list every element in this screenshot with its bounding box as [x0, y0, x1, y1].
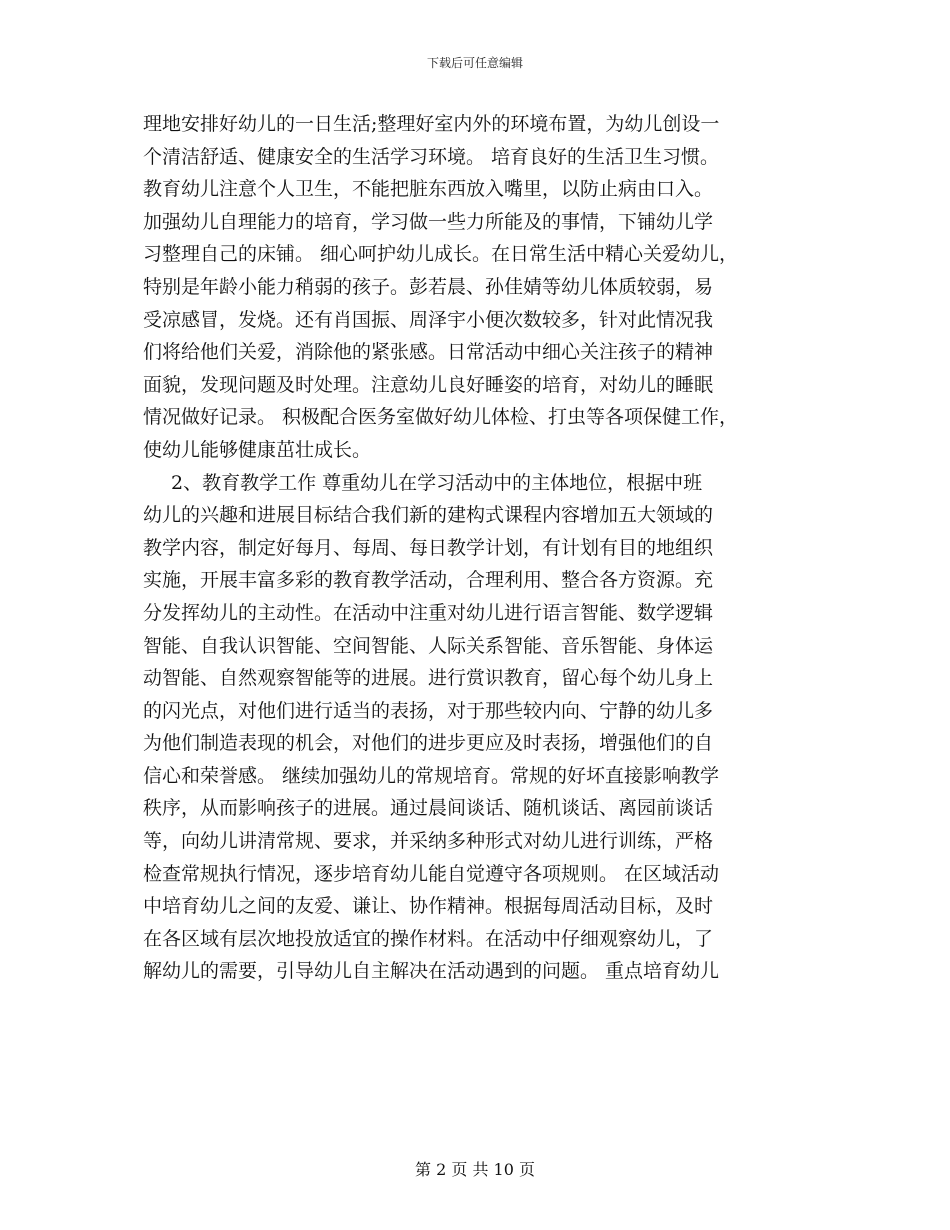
text-line: 动智能、自然观察智能等的进展。进行赏识教育，留心每个幼儿身上	[143, 667, 714, 690]
text-line: 们将给他们关爱，消除他的紧张感。日常活动中细心关注孩子的精神	[143, 341, 714, 364]
text-line: 解幼儿的需要，引导幼儿自主解决在活动遇到的问题。 重点培育幼儿	[143, 960, 720, 983]
text-line: 使幼儿能够健康茁壮成长。	[143, 438, 372, 461]
text-line: 加强幼儿自理能力的培育，学习做一些力所能及的事情，下铺幼儿学	[143, 210, 714, 233]
text-line: 实施，开展丰富多彩的教育教学活动，合理利用、整合各方资源。充	[143, 569, 714, 592]
text-line: 教学内容，制定好每月、每周、每日教学计划，有计划有目的地组织	[143, 536, 714, 559]
text-line: 教育幼儿注意个人卫生，不能把脏东西放入嘴里，以防止病由口入。	[143, 178, 714, 201]
text-line: 分发挥幼儿的主动性。在活动中注重对幼儿进行语言智能、数学逻辑	[143, 601, 714, 624]
text-line: 检查常规执行情况，逐步培育幼儿能自觉遵守各项规则。 在区域活动	[143, 862, 720, 885]
text-line: 特别是年龄小能力稍弱的孩子。彭若晨、孙佳婧等幼儿体质较弱，易	[143, 275, 714, 298]
text-line: 为他们制造表现的机会，对他们的进步更应及时表扬，增强他们的自	[143, 732, 714, 755]
document-body	[143, 108, 818, 988]
page-number-footer: 第 2 页 共 10 页	[415, 1160, 535, 1179]
header-note: 下载后可任意编辑	[426, 56, 523, 70]
text-line: 中培育幼儿之间的友爱、谦让、协作精神。根据每周活动目标，及时	[143, 895, 714, 918]
text-line: 个清洁舒适、健康安全的生活学习环境。 培育良好的生活卫生习惯。	[143, 145, 720, 168]
text-line: 情况做好记录。 积极配合医务室做好幼儿体检、打虫等各项保健工作，	[143, 406, 739, 429]
text-line: 幼儿的兴趣和进展目标结合我们新的建构式课程内容增加五大领域的	[143, 504, 714, 527]
text-line: 受凉感冒，发烧。还有肖国振、周泽宇小便次数较多，针对此情况我	[143, 308, 714, 331]
text-line: 智能、自我认识智能、空间智能、人际关系智能、音乐智能、身体运	[143, 634, 714, 657]
text-line: 面貌，发现问题及时处理。注意幼儿良好睡姿的培育，对幼儿的睡眠	[143, 373, 714, 396]
text-line: 的闪光点，对他们进行适当的表扬，对于那些较内向、宁静的幼儿多	[143, 699, 714, 722]
text-line: 等，向幼儿讲清常规、要求，并采纳多种形式对幼儿进行训练，严格	[143, 830, 714, 853]
text-line: 在各区域有层次地投放适宜的操作材料。在活动中仔细观察幼儿，了	[143, 927, 714, 950]
paragraph-start-line: 2、教育教学工作 尊重幼儿在学习活动中的主体地位，根据中班	[171, 471, 703, 494]
text-line: 理地安排好幼儿的一日生活;整理好室内外的环境布置，为幼儿创设一	[143, 113, 720, 135]
text-line: 信心和荣誉感。 继续加强幼儿的常规培育。常规的好坏直接影响教学	[143, 764, 720, 787]
text-line: 秩序，从而影响孩子的进展。通过晨间谈话、随机谈话、离园前谈话	[143, 797, 714, 820]
text-line: 习整理自己的床铺。 细心呵护幼儿成长。在日常生活中精心关爱幼儿，	[143, 243, 739, 266]
